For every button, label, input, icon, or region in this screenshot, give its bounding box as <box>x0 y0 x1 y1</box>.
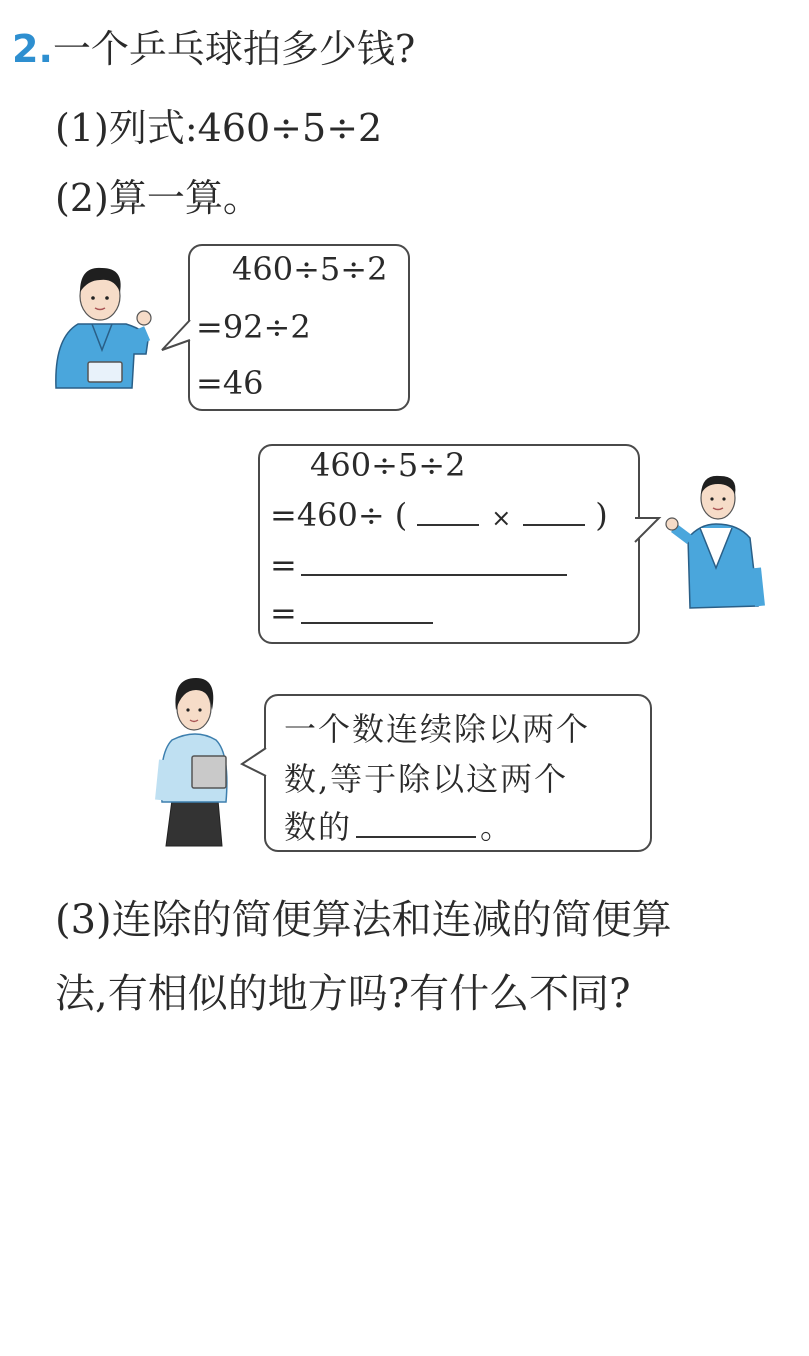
bubble3-line3-suffix: 。 <box>480 808 515 846</box>
speech-bubble-1 <box>188 244 410 411</box>
bubble2-line3 <box>270 546 567 584</box>
bubble2-times: × <box>491 504 512 532</box>
bubble2-line2-prefix: =460÷ <box>270 496 385 534</box>
speech-bubble-2 <box>258 444 640 644</box>
bubble2-line1: 460÷5÷2 <box>310 446 466 484</box>
bubble2-line4-eq: = <box>270 594 297 632</box>
bubble2-close-paren: ) <box>595 496 608 534</box>
question-header <box>12 18 415 73</box>
bubble3-line3-prefix: 数的 <box>284 808 353 846</box>
question-number: 2. <box>12 27 53 71</box>
bubble3-line1: 一个数连续除以两个 <box>284 710 591 748</box>
bubble3-tail <box>240 744 268 784</box>
part1-label: (1)列式: <box>55 106 198 150</box>
bubble3-line2: 数,等于除以这两个 <box>284 760 569 798</box>
bubble1-line1: 460÷5÷2 <box>232 250 388 288</box>
blank-factor-1[interactable] <box>417 524 479 526</box>
blank-result[interactable] <box>301 622 433 624</box>
bubble2-line4 <box>270 594 433 632</box>
part1-expression: 460÷5÷2 <box>197 106 383 150</box>
speech-bubble-3 <box>264 694 652 852</box>
bubble1-tail <box>160 318 192 358</box>
bubble3-line3 <box>284 802 514 848</box>
part1 <box>55 97 382 152</box>
blank-conclusion[interactable] <box>356 836 476 838</box>
bubble1-line3: =46 <box>196 364 264 402</box>
part3-line2: 法,有相似的地方吗?有什么不同? <box>55 971 631 1017</box>
bubble1-line2: =92÷2 <box>196 308 311 346</box>
bubble2-tail <box>633 514 663 554</box>
answer-area[interactable] <box>55 1040 755 1320</box>
blank-factor-2[interactable] <box>523 524 585 526</box>
boy-pointing-figure <box>660 468 770 618</box>
part3-line1: (3)连除的简便算法和连减的简便算 <box>55 897 672 943</box>
blank-step-1[interactable] <box>301 574 567 576</box>
question-title: 一个乒乓球拍多少钱? <box>52 27 416 71</box>
teacher-figure <box>152 670 242 850</box>
part2-label: (2)算一算。 <box>55 176 261 220</box>
bubble2-line3-eq: = <box>270 546 297 584</box>
bubble2-line2 <box>270 496 608 534</box>
bubble2-open-paren: ( <box>394 496 408 534</box>
boy-with-book-figure <box>48 258 158 398</box>
